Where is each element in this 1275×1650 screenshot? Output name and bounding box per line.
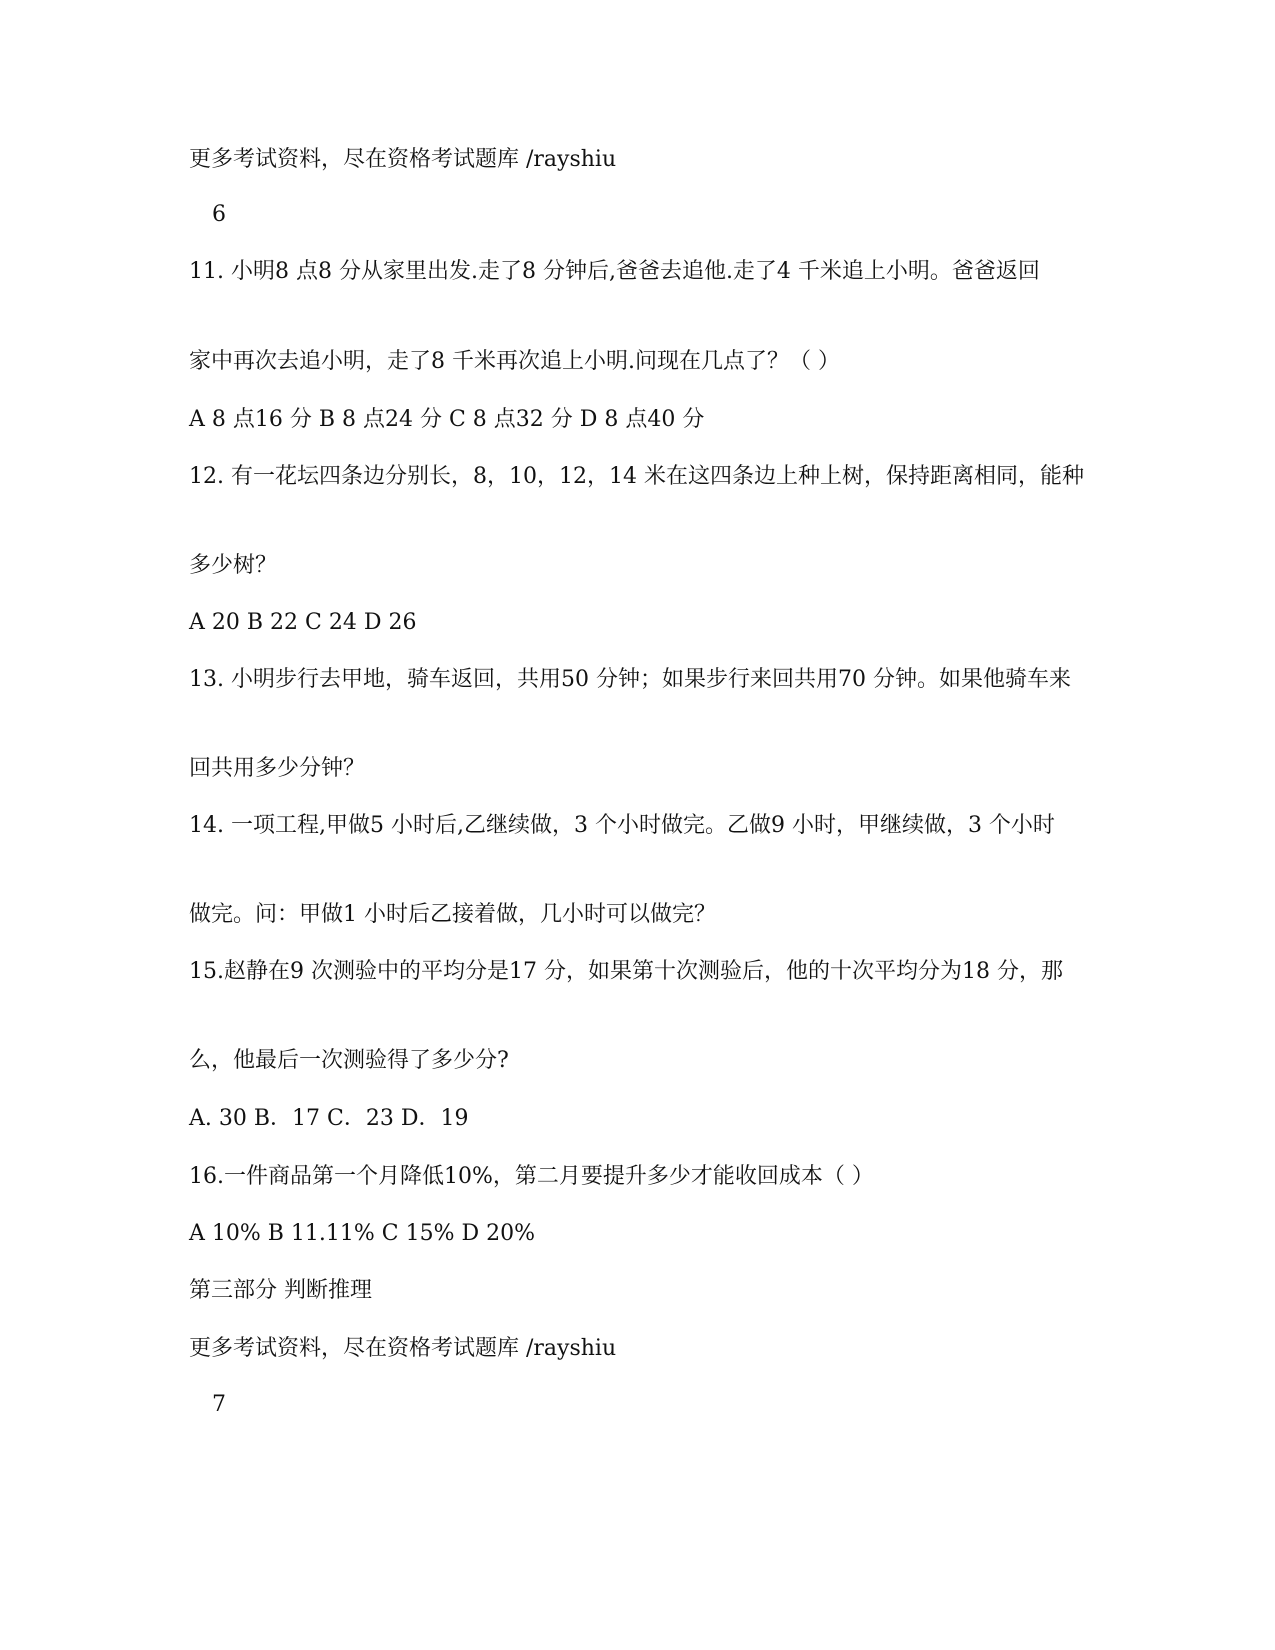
question-11-line-1: 11. 小明8 点8 分从家里出发.走了8 分钟后,爸爸去追他.走了4 千米追上小明。爸爸返回 [189, 259, 1040, 284]
header-text: 更多考试资料，尽在资格考试题库 /rayshiu [189, 1336, 617, 1361]
header-text: 更多考试资料，尽在资格考试题库 /rayshiu [189, 147, 617, 172]
question-13-line-2: 回共用多少分钟？ [189, 756, 366, 781]
question-15-line-1: 15.赵静在9 次测验中的平均分是17 分，如果第十次测验后，他的十次平均分为18 分，那 [189, 959, 1063, 984]
question-12-options: A 20 B 22 C 24 D 26 [189, 610, 417, 635]
question-16-line-1: 16.一件商品第一个月降低10%，第二月要提升多少才能收回成本（ ） [189, 1164, 874, 1189]
page-number: 7 [212, 1392, 226, 1417]
question-16-options: A 10% B 11.11% C 15% D 20% [189, 1221, 536, 1246]
question-14-line-2: 做完。问：甲做1 小时后乙接着做，几小时可以做完？ [189, 902, 716, 927]
question-13-line-1: 13. 小明步行去甲地，骑车返回，共用50 分钟；如果步行来回共用70 分钟。如果他骑车来 [189, 667, 1071, 692]
question-12-line-1: 12. 有一花坛四条边分别长，8，10，12，14 米在这四条边上种上树，保持距离相同，能种 [189, 464, 1084, 489]
question-11-line-2: 家中再次去追小明，走了8 千米再次追上小明.问现在几点了？（ ） [189, 349, 840, 374]
page-number: 6 [212, 202, 226, 227]
section-title: 第三部分 判断推理 [189, 1278, 372, 1303]
question-11-options: A 8 点16 分 B 8 点24 分 C 8 点32 分 D 8 点40 分 [189, 407, 705, 432]
question-15-options: A. 30 B．17 C．23 D．19 [189, 1106, 469, 1131]
question-12-line-2: 多少树？ [189, 553, 278, 578]
question-15-line-2: 么，他最后一次测验得了多少分? [189, 1048, 509, 1073]
question-14-line-1: 14. 一项工程,甲做5 小时后,乙继续做，3 个小时做完。乙做9 小时，甲继续做，3 个小时 [189, 813, 1055, 838]
